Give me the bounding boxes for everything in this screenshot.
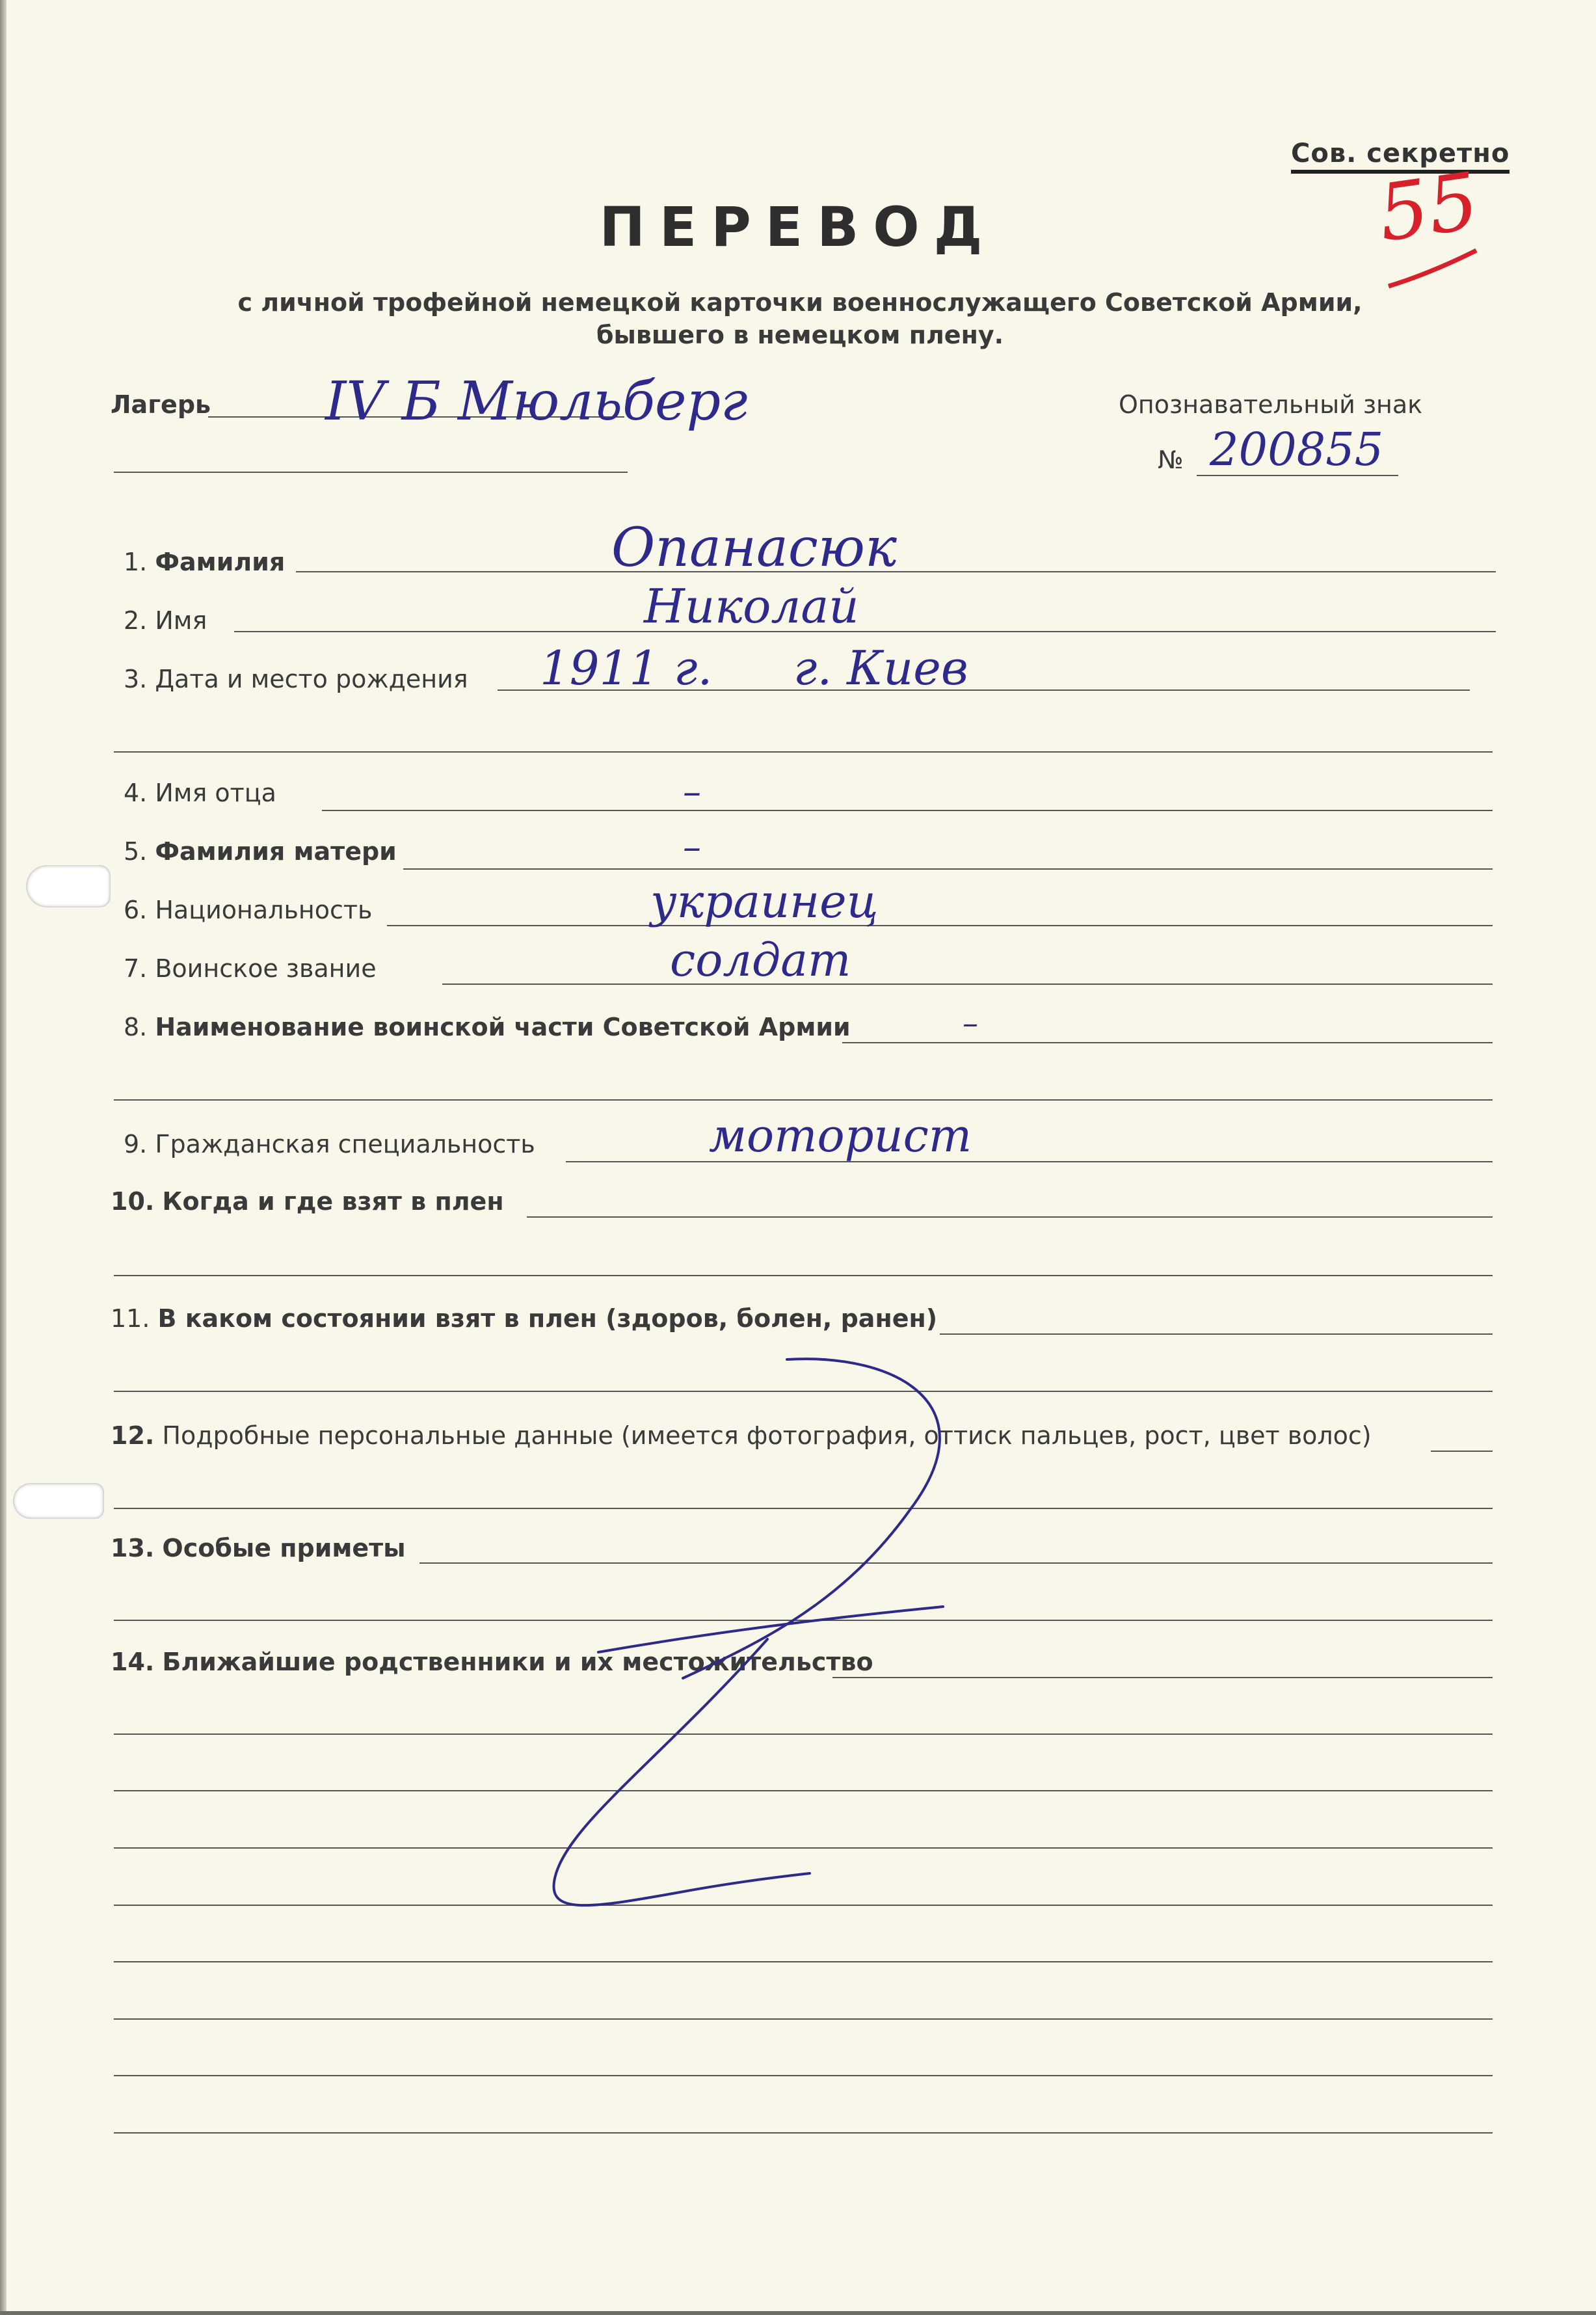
field-9-label: 9. Гражданская специальность bbox=[124, 1130, 535, 1158]
subtitle-line: с личной трофейной немецкой карточки военнослужащего Советской Армии, bbox=[237, 288, 1363, 317]
field-7-value: солдат bbox=[670, 933, 851, 987]
field-1-label: 1. Фамилия bbox=[124, 548, 286, 576]
field-14-label: 14. Ближайшие родственники и их местожительство bbox=[111, 1648, 873, 1676]
field-3-value-2: г. Киев bbox=[793, 641, 968, 695]
field-4-value: – bbox=[683, 771, 701, 813]
field-3-value: 1911 г. bbox=[540, 641, 713, 695]
field-13-label: 13. Особые приметы bbox=[111, 1534, 406, 1562]
field-12-label: 12. Подробные персональные данные (имеется фотография, оттиск пальцев, рост, цвет волос) bbox=[111, 1421, 1372, 1450]
id-number-label: № bbox=[1158, 446, 1184, 474]
field-11-label: 11. В каком состоянии взят в плен (здоров, болен, ранен) bbox=[111, 1304, 938, 1333]
field-6-value: украинец bbox=[650, 875, 879, 928]
field-2-label: 2. Имя bbox=[124, 606, 207, 635]
field-5-value: – bbox=[683, 826, 701, 868]
field-6-label: 6. Национальность bbox=[124, 896, 373, 924]
field-10-label: 10. Когда и где взят в плен bbox=[111, 1187, 504, 1216]
field-4-label: 4. Имя отца bbox=[124, 779, 276, 807]
id-label: Опознавательный знак bbox=[1119, 390, 1423, 419]
archive-mark: 55 bbox=[1373, 156, 1484, 260]
field-7-label: 7. Воинское звание bbox=[124, 954, 377, 983]
field-8-value: – bbox=[963, 1005, 978, 1041]
document-title: ПЕРЕВОД bbox=[599, 195, 997, 259]
field-1-value: Опанасюк bbox=[611, 517, 897, 579]
field-8-label: 8. Наименование воинской части Советской Армии bbox=[124, 1013, 851, 1041]
id-number-value: 200855 bbox=[1210, 423, 1384, 476]
classification-stamp: Сов. секретно bbox=[1291, 139, 1510, 174]
subtitle-line: бывшего в немецком плену. bbox=[596, 321, 1004, 349]
camp-label: Лагерь bbox=[111, 390, 211, 419]
camp-value: IV Б Мюльберг bbox=[325, 371, 748, 433]
field-5-label: 5. Фамилия матери bbox=[124, 837, 397, 866]
field-9-value: моторист bbox=[709, 1109, 972, 1162]
field-3-label: 3. Дата и место рождения bbox=[124, 665, 468, 693]
field-2-value: Николай bbox=[644, 579, 859, 634]
